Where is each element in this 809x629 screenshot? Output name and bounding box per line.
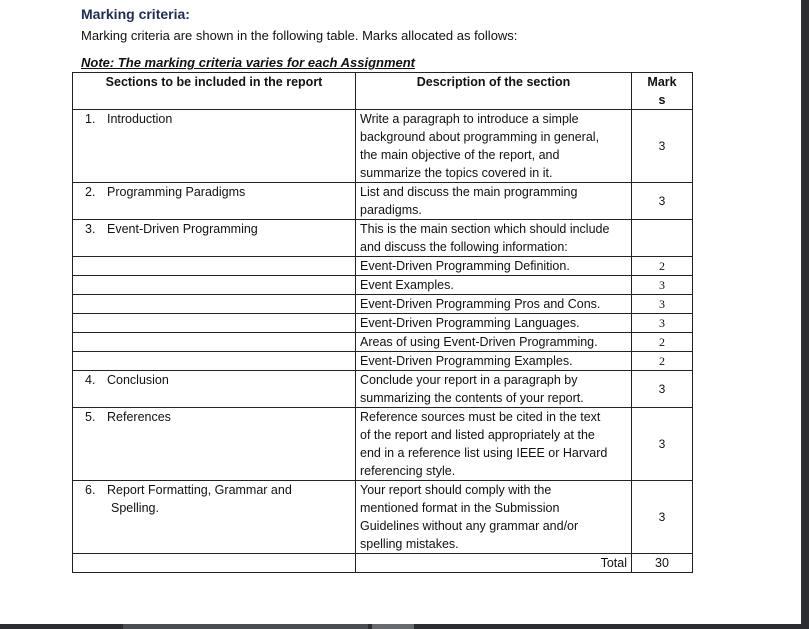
section-number: 5. (85, 410, 96, 424)
description-line: Guidelines without any grammar and/or (360, 519, 579, 533)
description-line: List and discuss the main programming (360, 185, 578, 199)
section-number: 2. (85, 185, 96, 199)
total-value: 30 (632, 554, 693, 573)
header-sections: Sections to be included in the report (73, 73, 356, 110)
section-name: Conclusion (107, 373, 169, 387)
table-row (73, 408, 693, 481)
section-cell (73, 408, 356, 481)
section-cell (73, 183, 356, 220)
description-line: spelling mistakes. (360, 537, 459, 551)
description-line: Reference sources must be cited in the text (360, 410, 601, 424)
description-cell (356, 110, 632, 183)
description-line: end in a reference list using IEEE or Harvard (360, 446, 608, 460)
section-name: Programming Paradigms (107, 185, 246, 199)
description-cell (356, 314, 632, 333)
header-description: Description of the section (356, 73, 632, 110)
table-row (73, 371, 693, 408)
table-body (73, 110, 693, 554)
section-cell (73, 352, 356, 371)
description-line: Your report should comply with the (360, 483, 552, 497)
description-line: Conclude your report in a paragraph by (360, 373, 578, 387)
mark-cell: 2 (632, 257, 693, 276)
description-cell (356, 183, 632, 220)
table-row (73, 352, 693, 371)
table-row (73, 333, 693, 352)
scrollbar-track-segment[interactable] (123, 624, 368, 629)
description-line: paradigms. (360, 203, 422, 217)
mark-cell: 2 (632, 352, 693, 371)
header-marks (632, 73, 693, 110)
description-line: Event-Driven Programming Definition. (360, 259, 570, 273)
description-cell (356, 220, 632, 257)
section-cell (73, 257, 356, 276)
description-cell (356, 295, 632, 314)
description-line: Write a paragraph to introduce a simple (360, 112, 579, 126)
section-heading: Marking criteria: (81, 6, 190, 22)
table-row (73, 110, 693, 183)
mark-cell: 2 (632, 333, 693, 352)
description-line: Event Examples. (360, 278, 454, 292)
section-number: 6. (85, 483, 96, 497)
description-cell (356, 352, 632, 371)
table-row (73, 481, 693, 554)
description-line: referencing style. (360, 464, 456, 478)
section-cell (73, 371, 356, 408)
description-cell (356, 257, 632, 276)
total-empty-cell (73, 554, 356, 573)
section-cell (73, 220, 356, 257)
section-name: Event-Driven Programming (107, 222, 258, 236)
mark-cell: 3 (632, 295, 693, 314)
description-line: Event-Driven Programming Languages. (360, 316, 580, 330)
description-line: This is the main section which should include (360, 222, 610, 236)
mark-cell (632, 220, 693, 257)
description-line: mentioned format in the Submission (360, 501, 560, 515)
description-line: Event-Driven Programming Examples. (360, 354, 573, 368)
horizontal-scrollbar[interactable] (0, 624, 809, 629)
vertical-scrollbar[interactable] (801, 0, 809, 629)
section-cell (73, 276, 356, 295)
description-line: summarizing the contents of your report. (360, 391, 584, 405)
table-header-row (73, 73, 693, 110)
description-cell (356, 333, 632, 352)
section-cell (73, 481, 356, 554)
section-cell (73, 333, 356, 352)
header-marks-line2: s (658, 93, 666, 107)
intro-text: Marking criteria are shown in the following table. Marks allocated as follows: (81, 28, 518, 43)
mark-cell: 3 (632, 371, 693, 408)
description-line: and discuss the following information: (360, 240, 568, 254)
table-row (73, 276, 693, 295)
mark-cell: 3 (632, 183, 693, 220)
section-name: References (107, 410, 171, 424)
section-name: Introduction (107, 112, 173, 126)
section-name-line: Report Formatting, Grammar and (107, 483, 292, 497)
mark-cell: 3 (632, 276, 693, 295)
section-number: 3. (85, 222, 96, 236)
assignment-note: Note: The marking criteria varies for each Assignment (81, 55, 416, 70)
mark-cell: 3 (632, 110, 693, 183)
mark-cell: 3 (632, 314, 693, 333)
total-label: Total (356, 554, 632, 573)
description-line: background about programming in general, (360, 130, 600, 144)
description-line: summarize the topics covered in it. (360, 166, 553, 180)
description-cell (356, 276, 632, 295)
description-line: Event-Driven Programming Pros and Cons. (360, 297, 601, 311)
description-line: Areas of using Event-Driven Programming. (360, 335, 598, 349)
mark-cell: 3 (632, 408, 693, 481)
description-line: of the report and listed appropriately at the (360, 428, 595, 442)
scrollbar-thumb[interactable] (372, 624, 414, 629)
section-number: 1. (85, 112, 96, 126)
table-row (73, 220, 693, 257)
section-cell (73, 110, 356, 183)
total-row (73, 554, 693, 573)
section-number: 4. (85, 373, 96, 387)
section-cell (73, 295, 356, 314)
description-line: the main objective of the report, and (360, 148, 560, 162)
section-cell (73, 314, 356, 333)
description-cell (356, 408, 632, 481)
section-name-line: Spelling. (111, 501, 159, 515)
description-cell (356, 481, 632, 554)
marking-criteria-table (72, 72, 693, 573)
table-row (73, 314, 693, 333)
header-marks-line1: Mark (647, 75, 677, 89)
mark-cell: 3 (632, 481, 693, 554)
table-row (73, 183, 693, 220)
table-row (73, 257, 693, 276)
table-row (73, 295, 693, 314)
description-cell (356, 371, 632, 408)
